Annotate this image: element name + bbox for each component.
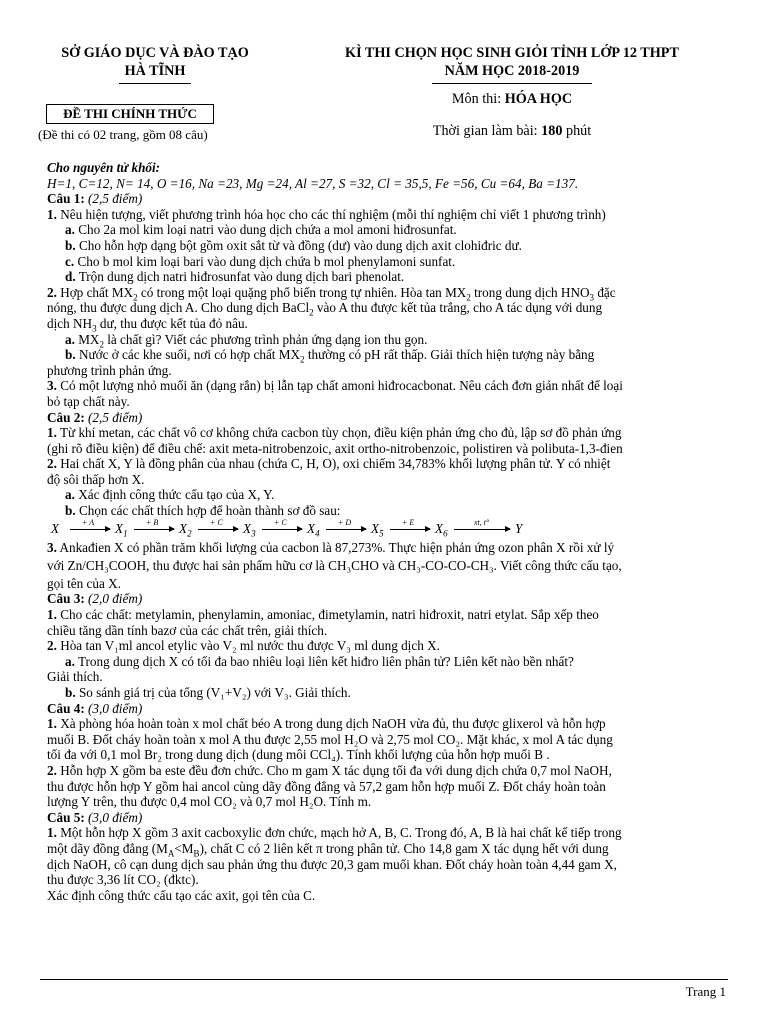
q1-part-2b: b. Nước ở các khe suối, nơi có hợp chất $MX_2$ thường có pH rất thấp. Giải thích hiện tượng này bằng xyxy=(65,347,595,365)
q2-part-3-line3: gọi tên của X. xyxy=(47,575,121,591)
q4-part-1-line3: tối đa với 0,1 mol Br₂ trong dung dịch (dung môi CCl₄). Tính khối lượng của hỗn hợp muối B . xyxy=(47,747,550,763)
scheme-node: Y xyxy=(515,520,523,536)
q3-part-2a-cont: Giải thích. xyxy=(47,669,103,685)
exam-header xyxy=(302,44,722,154)
q2-part-2-line1: 2. Hai chất X, Y là đồng phân của nhau (chứa C, H, O), oxi chiếm 34,783% khối lượng phân tử. Y có nhiệt xyxy=(47,456,611,472)
q4-part-1-line2: muối B. Đốt cháy hoàn toàn x mol A thu được 2,55 mol H₂O và 2,75 mol CO₂. Mặt khác, x mol A tác dụng xyxy=(47,731,613,747)
scheme-node: $X_6$ xyxy=(435,520,448,539)
q3-part-2: 2. Hòa tan V₁ml ancol etylic vào V₂ ml nước thu được V₃ ml dung dịch X. xyxy=(47,638,440,654)
scheme-node: $X_3$ xyxy=(243,520,256,539)
q2-part-2a: a. Xác định công thức cấu tạo của X, Y. xyxy=(65,487,275,503)
subject-label: Môn thi: xyxy=(451,91,505,107)
province-underline xyxy=(119,83,191,84)
atomic-mass-values: H=1, C=12, N= 14, O =16, Na =23, Mg =24, Al =27, S =32, Cl = 35,5, Fe =56, Cu =64, Ba =137. xyxy=(47,175,579,191)
province-name: HÀ TĨNH xyxy=(124,63,186,79)
department-name: SỞ GIÁO DỤC VÀ ĐÀO TẠO xyxy=(61,45,249,61)
scheme-arrow-label: + C xyxy=(210,517,223,527)
q5-part-1-line4: thu được 3,36 lít CO₂ (đktc). xyxy=(47,872,199,888)
department-header xyxy=(24,44,286,84)
pages-note: (Đề thi có 02 trang, gồm 08 câu) xyxy=(38,127,208,142)
q2-part-3-line1: 3. Ankađien X có phần trăm khối lượng của cacbon là 87,273%. Thực hiện phản ứng ozon phân X rồi xử lý xyxy=(47,539,615,555)
scheme-arrow-label: xt, t° xyxy=(474,517,490,527)
q4-part-2-line2: thu được hỗn hợp Y gồm hai ancol cùng dãy đồng đẳng và 57,2 gam hỗn hợp muối Z. Đốt cháy hoàn toàn xyxy=(47,778,606,794)
time-unit: phút xyxy=(562,123,592,140)
q1-part-2-line3: dịch $NH_3$ dư, thu được kết tủa đỏ nâu. xyxy=(47,315,248,334)
q1-part-2-line2: nóng, thu được dung dịch A. Cho dung dịch BaCl$_2$ vào A thu được kết tủa trắng, cho A tác dụng với dung xyxy=(47,300,603,318)
scheme-arrow-label: + E xyxy=(402,517,415,527)
q1-part-3-line2: bỏ tạp chất này. xyxy=(47,393,130,409)
scheme-node: X xyxy=(51,520,60,536)
q4-part-1-line1: 1. Xà phòng hóa hoàn toàn x mol chất béo A trong dung dịch NaOH vừa đủ, thu được glixerol và hỗn hợp xyxy=(47,716,606,732)
question-5-heading: Câu 5: (3,0 điểm) xyxy=(47,809,143,825)
q3-part-1-line1: 1. Cho các chất: metylamin, phenylamin, amoniac, đimetylamin, natri hiđroxit, natri etylat. Sắp xếp theo xyxy=(47,607,599,623)
reaction-scheme xyxy=(51,517,727,539)
q3-part-1-line2: chiều tăng dần tính bazơ của các chất trên, giải thích. xyxy=(47,622,328,638)
question-1-heading: Câu 1: (2,5 điểm) xyxy=(47,191,143,207)
q2-part-2b: b. Chọn các chất thích hợp để hoàn thành sơ đồ sau: xyxy=(65,503,341,519)
school-year: NĂM HỌC 2018-2019 xyxy=(444,63,580,79)
q5-part-1-line1: 1. Một hỗn hợp X gồm 3 axit cacboxylic đơn chức, mạch hở A, B, C. Trong đó, A, B là hai chất kế tiếp trong xyxy=(47,825,622,841)
q5-part-1-line5: Xác định công thức cấu tạo các axit, gọi tên của C. xyxy=(47,887,316,903)
q2-part-1-line2: (ghi rõ điều kiện) để điều chế: axit meta-nitrobenzoic, axit ortho-nitrobenzoic, polistiren và polibuta-1,3-đien xyxy=(47,440,623,456)
scheme-arrow-label: + B xyxy=(146,517,159,527)
atomic-mass-title: Cho nguyên tử khối: xyxy=(47,160,161,175)
q5-part-1-line2: một dãy đồng đẳng $(M_A<M_B)$, chất C có 2 liên kết π trong phân tử. Cho 14,8 gam X tác dụng hết với dung xyxy=(47,840,609,859)
q4-part-2-line3: lượng Y trên, thu được 0,4 mol CO₂ và 0,7 mol H₂O. Tính m. xyxy=(47,794,372,810)
q2-part-2-line2: độ sôi thấp hơn X. xyxy=(47,471,145,487)
question-2-heading: Câu 2: (2,5 điểm) xyxy=(47,409,143,425)
official-exam-box: ĐỀ THI CHÍNH THỨC xyxy=(46,104,214,124)
q4-part-2-line1: 2. Hỗn hợp X gồm ba este đều đơn chức. Cho m gam X tác dụng tối đa với dung dịch chứa 0,7 mol NaOH, xyxy=(47,762,612,778)
question-3-heading: Câu 3: (2,0 điểm) xyxy=(47,591,143,607)
q1-part-1: 1. Nêu hiện tượng, viết phương trình hóa học cho các thí nghiệm (mỗi thí nghiệm chỉ viết 1 phương trình) xyxy=(47,206,606,222)
q1-part-1b: b. Cho hỗn hợp dạng bột gồm oxit sắt từ và đồng (dư) vào dung dịch axit clohiđric dư. xyxy=(65,237,522,253)
scheme-arrow-label: + C xyxy=(274,517,287,527)
q1-part-2-line1: 2. Hợp chất $MX_2$ có trong một loại quặng phổ biến trong tự nhiên. Hòa $\tan MX_2$ trong dung dịch $HNO_3$ đặc xyxy=(47,284,616,303)
school-year-underline xyxy=(432,83,592,84)
scheme-node: $X_1$ xyxy=(115,520,128,539)
q2-part-1-line1: 1. Từ khí metan, các chất vô cơ không chứa cacbon tùy chọn, điều kiện phản ứng cho đủ, lập sơ đồ phản ứng xyxy=(47,425,622,441)
q3-part-2a: a. Trong dung dịch X có tối đa bao nhiêu loại liên kết hiđro liên phân tử? Liên kết nào bền nhất? xyxy=(65,653,574,669)
page-number: Trang 1 xyxy=(685,984,726,999)
q5-part-1-line3: dịch NaOH, cô cạn dung dịch sau phản ứng thu được 20,3 gam muối khan. Đốt cháy hoàn toàn 4,44 gam X, xyxy=(47,856,617,872)
exam-title: KÌ THI CHỌN HỌC SINH GIỎI TỈNH LỚP 12 THPT xyxy=(345,45,679,61)
q3-part-2b: b. So sánh giá trị của tổng (V₁+V₂) với V₃. Giải thích. xyxy=(65,685,351,700)
scheme-node: $X_5$ xyxy=(371,520,384,539)
scheme-node: $X_2$ xyxy=(179,520,192,539)
footer-rule xyxy=(40,979,728,980)
subject-value: HÓA HỌC xyxy=(504,91,573,107)
q1-part-1d: d. Trộn dung dịch natri hiđrosunfat vào dung dịch bari phenolat. xyxy=(65,269,405,285)
time-line xyxy=(302,122,722,140)
q1-part-2b-cont: phương trình phản ứng. xyxy=(47,362,172,378)
time-label: Thời gian làm bài: xyxy=(432,123,542,140)
exam-body xyxy=(47,160,727,903)
q2-part-3-line2: với Zn/CH₃COOH, thu được hai sản phẩm hữu cơ là CH₃CHO và CH₃-CO-CO-CH₃. Viết công thức cấu tạo, xyxy=(47,558,622,574)
scheme-arrow-label: + A xyxy=(82,517,95,527)
scheme-arrow-label: + D xyxy=(338,517,352,527)
scheme-node: $X_4$ xyxy=(307,520,320,539)
q1-part-2a: a. $MX_2$ là chất gì? Viết các phương trình phản ứng dạng ion thu gọn. xyxy=(65,331,428,350)
question-4-heading: Câu 4: (3,0 điểm) xyxy=(47,700,143,716)
time-value: 180 xyxy=(541,123,563,140)
q1-part-3-line1: 3. Có một lượng nhỏ muối ăn (dạng rắn) bị lẫn tạp chất amoni hiđrocacbonat. Nêu cách đơn giản nhất để loại xyxy=(47,378,623,394)
q1-part-1a: a. Cho 2a mol kim loại natri vào dung dịch chứa a mol amoni hiđrosunfat. xyxy=(65,222,457,238)
q1-part-1c: c. Cho b mol kim loại bari vào dung dịch chứa b mol phenylamoni sunfat. xyxy=(65,253,456,269)
subject-line xyxy=(302,90,722,108)
